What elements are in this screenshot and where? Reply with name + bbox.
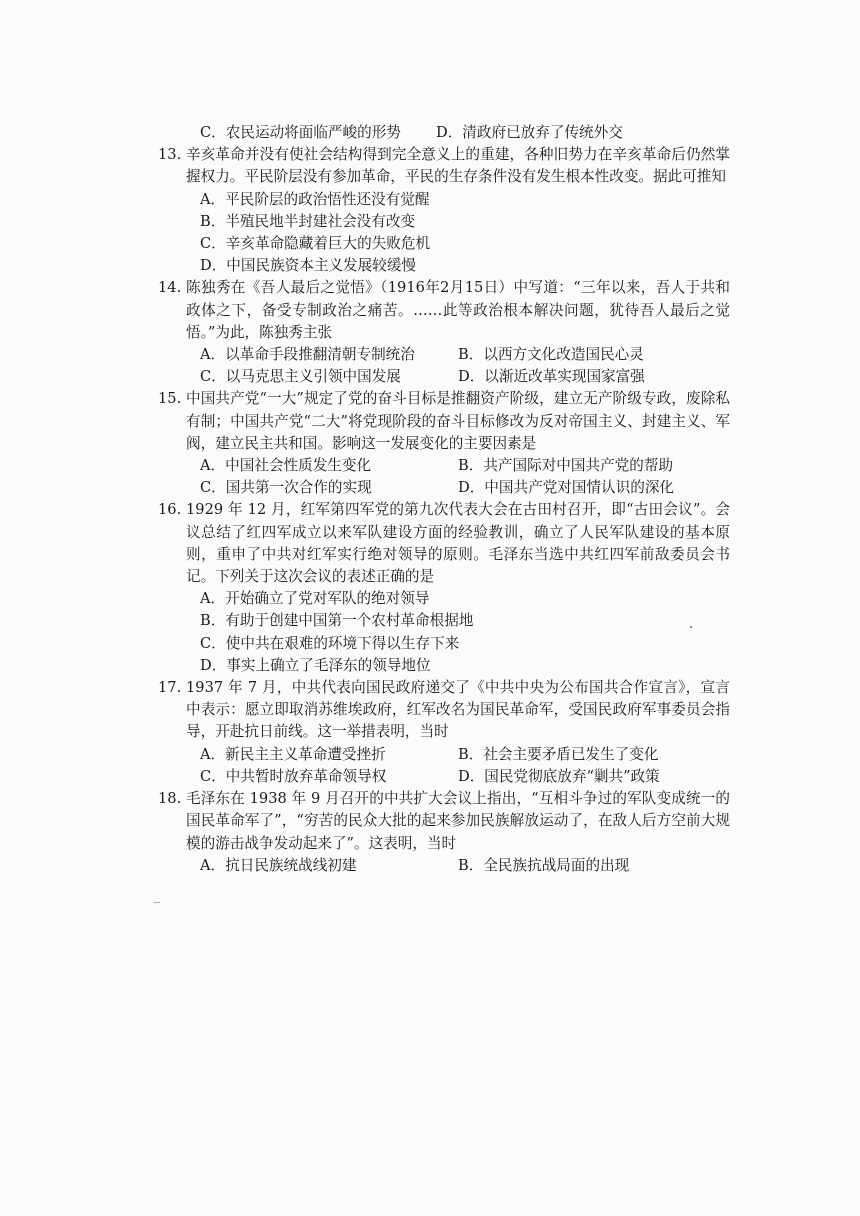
option-d: D．清政府已放弃了传统外交 [436,124,623,141]
option-c: C．农民运动将面临严峻的形势 [200,124,401,141]
question-15 [158,388,730,499]
question-stem: 毛泽东在 1938 年 9 月召开的中共扩大会议上指出，“互相斗争过的军队变成统一的国民革命军了”，“穷苦的民众大批的起来参加民族解放运动了，在敌人后方空前大规模的游击战争发动起来了”。这表明，当时 [186,790,730,852]
option-b: B．有助于创建中国第一个农村革命根据地 [200,612,474,630]
option-b: B．共产国际对中国共产党的帮助 [458,457,674,475]
option-d: D．事实上确立了毛泽东的领导地位 [200,656,431,674]
option-d: D．中国民族资本主义发展较缓慢 [200,257,417,275]
question-number: 18. [158,790,182,808]
option-row [186,855,730,877]
option-c: C．中共暂时放弃革命领导权 [200,767,387,785]
question-14 [158,277,730,388]
question-stem: 辛亥革命并没有使社会结构得到完全意义上的重建，各种旧势力在辛亥革命后仍然掌握权力。平民阶层没有参加革命，平民的生存条件没有发生根本性改变。据此可推知 [186,146,730,186]
question-number: 13. [158,146,182,164]
question-17 [158,677,730,788]
question-number: 14. [158,279,182,297]
option-row [186,744,730,766]
option-row [186,477,730,499]
option-a: A．平民阶层的政治悟性还没有觉醒 [200,190,430,208]
option-b: B．全民族抗战局面的出现 [458,856,630,874]
option-b: B．以西方文化改造国民心灵 [458,346,644,364]
option-row [186,344,730,366]
option-row [186,455,730,477]
option-a: A．中国社会性质发生变化 [200,457,372,475]
question-18 [158,788,730,877]
previous-question-options [158,122,730,144]
option-d: D．中国共产党对国情认识的深化 [458,479,675,497]
scan-speck [690,626,692,628]
question-number: 16. [158,501,182,519]
question-16 [158,499,730,677]
option-a: A．开始确立了党对军队的绝对领导 [200,590,430,608]
option-row [186,766,730,788]
option-d: D．以渐近改革实现国家富强 [458,368,645,386]
option-d: D．国民党彻底放弃“剿共”政策 [458,767,660,785]
option-c: C．使中共在艰难的环境下得以生存下来 [200,634,460,652]
option-b: B．半殖民地半封建社会没有改变 [200,212,416,230]
question-13 [158,144,730,277]
option-a: A．以革命手段推翻清朝专制统治 [200,346,415,364]
option-c: C．以马克思主义引领中国发展 [200,368,401,386]
exam-content [158,122,730,877]
question-stem: 1929 年 12 月，红军第四军党的第九次代表大会在古田村召开，即“古田会议”。会议总结了红四军成立以来军队建设方面的经验教训，确立了人民军队建设的基本原则，重申了中共对红军实行绝对领导的原则。毛泽东当选中共红四军前敌委员会书记。下列关于这次会议的表述正确的是 [186,501,730,586]
question-number: 17. [158,679,182,697]
option-a: A．抗日民族统战线初建 [200,856,357,874]
question-stem: 中国共产党“一大”规定了党的奋斗目标是推翻资产阶级，建立无产阶级专政，废除私有制；中国共产党“二大”将党现阶段的奋斗目标修改为反对帝国主义、封建主义、军阀，建立民主共和国。影响这一发展变化的主要因素是 [186,390,730,452]
option-b: B．社会主要矛盾已发生了变化 [458,745,659,763]
question-number: 15. [158,390,182,408]
question-stem: 1937 年 7 月，中共代表向国民政府递交了《中共中央为公布国共合作宣言》，宣言中表示：愿立即取消苏维埃政府，红军改名为国民革命军，受国民政府军事委员会指导，开赴抗日前线。这一举措表明，当时 [186,679,730,741]
scan-speck [154,902,160,903]
option-c: C．辛亥革命隐藏着巨大的失败危机 [200,235,431,253]
option-row [186,366,730,388]
question-stem: 陈独秀在《吾人最后之觉悟》（1916年2月15日）中写道：“三年以来，吾人于共和政体之下，备受专制政治之痛苦。……此等政治根本解决问题，犹待吾人最后之觉悟。”为此，陈独秀主张 [186,279,730,341]
option-c: C．国共第一次合作的实现 [200,479,372,497]
option-a: A．新民主主义革命遭受挫折 [200,745,386,763]
